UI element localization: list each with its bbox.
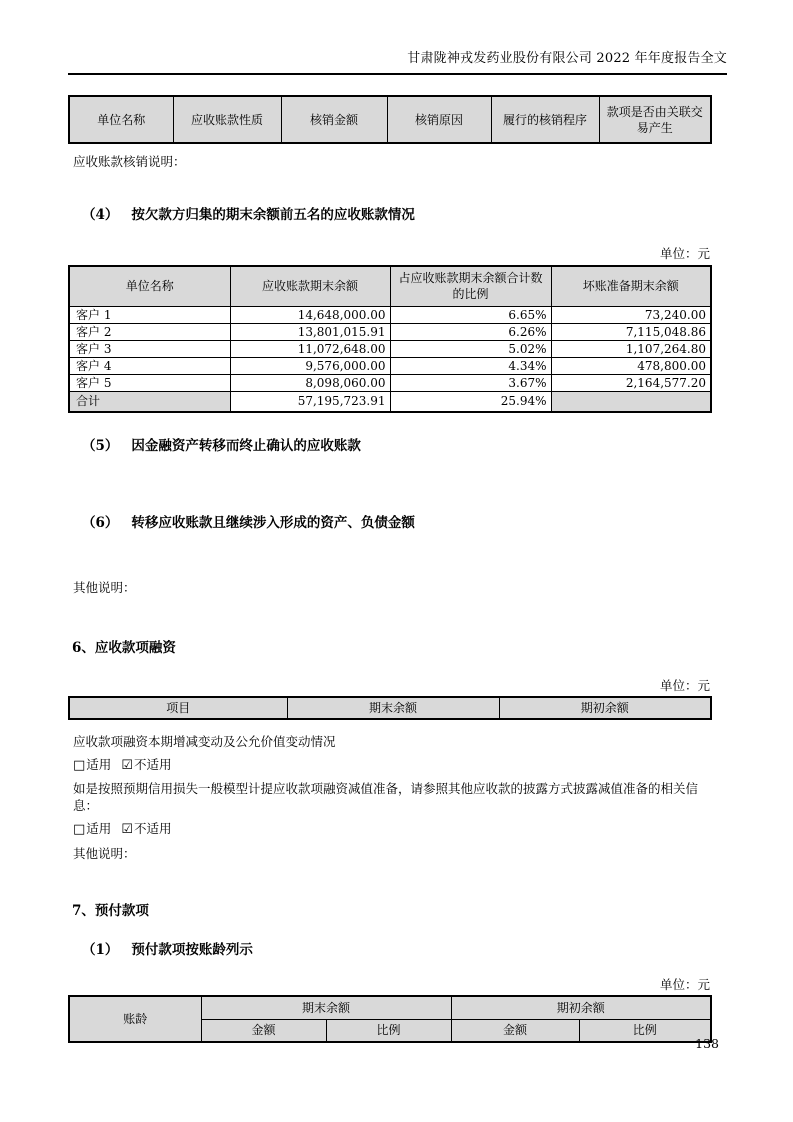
customer-name-cell: 客户 2 bbox=[69, 323, 230, 340]
section-5-title: 因金融资产转移而终止确认的应收账款 bbox=[131, 438, 361, 454]
writeoff-table bbox=[68, 95, 712, 144]
bad-debt-cell: 1,107,264.80 bbox=[551, 340, 711, 357]
not-applicable-option bbox=[121, 821, 171, 836]
col-related-party: 款项是否由关联交易产生 bbox=[599, 96, 711, 143]
document-header bbox=[68, 0, 727, 75]
page-number: 138 bbox=[695, 1036, 719, 1051]
customer-name-cell: 客户 3 bbox=[69, 340, 230, 357]
not-applicable-option bbox=[121, 757, 171, 772]
bad-debt-cell: 2,164,577.20 bbox=[551, 374, 711, 391]
report-title: 甘肃陇神戎发药业股份有限公司 2022 年年度报告全文 bbox=[407, 51, 727, 66]
unit-label: 单位：元 bbox=[659, 977, 710, 992]
prepayments-heading: 7、预付款项 bbox=[72, 903, 149, 919]
col-closing-balance: 应收账款期末余额 bbox=[230, 266, 390, 306]
col-closing-ratio: 比例 bbox=[326, 1019, 451, 1042]
col-closing-balance: 期末余额 bbox=[287, 697, 499, 719]
applicable-option bbox=[73, 757, 111, 772]
header-rule bbox=[68, 73, 727, 75]
other-notes-label: 其他说明： bbox=[73, 580, 136, 595]
section-5-number: （5） bbox=[82, 438, 119, 454]
applicability-line bbox=[68, 820, 710, 838]
bad-debt-cell: 478,800.00 bbox=[551, 357, 711, 374]
applicable-label: 适用 bbox=[86, 821, 112, 836]
section-6-sub-number: （6） bbox=[82, 515, 119, 531]
applicable-option bbox=[73, 821, 111, 836]
col-writeoff-amount: 核销金额 bbox=[281, 96, 387, 143]
section-5-heading bbox=[68, 437, 793, 455]
other-notes-label: 其他说明： bbox=[73, 846, 136, 861]
total-ratio-cell: 25.94% bbox=[390, 391, 551, 412]
col-closing-amount: 金额 bbox=[201, 1019, 326, 1042]
col-writeoff-reason: 核销原因 bbox=[387, 96, 491, 143]
checkbox-unchecked-icon: □ bbox=[73, 758, 86, 773]
bad-debt-cell: 7,115,048.86 bbox=[551, 323, 711, 340]
col-unit-name: 单位名称 bbox=[69, 96, 173, 143]
top5-receivables-table bbox=[68, 265, 712, 413]
financing-change-note: 应收款项融资本期增减变动及公允价值变动情况 bbox=[73, 734, 336, 749]
total-bad-debt-cell bbox=[551, 391, 711, 412]
prepayments-sub-heading bbox=[68, 941, 793, 959]
col-opening-amount: 金额 bbox=[451, 1019, 579, 1042]
writeoff-note: 应收账款核销说明： bbox=[73, 154, 186, 169]
checkbox-checked-icon: ☑ bbox=[121, 758, 133, 773]
balance-cell: 9,576,000.00 bbox=[230, 357, 390, 374]
section-6-sub-title: 转移应收账款且继续涉入形成的资产、负债金额 bbox=[131, 515, 415, 531]
col-receivable-nature: 应收账款性质 bbox=[173, 96, 281, 143]
impairment-disclosure-note: 如是按照预期信用损失一般模型计提应收款项融资减值准备，请参照其他应收款的披露方式披露减值准备的相关信息： bbox=[73, 781, 699, 813]
table-header-row bbox=[69, 266, 711, 306]
col-aging: 账龄 bbox=[69, 996, 201, 1042]
prepayments-aging-table bbox=[68, 995, 712, 1043]
customer-name-cell: 客户 4 bbox=[69, 357, 230, 374]
col-writeoff-procedure: 履行的核销程序 bbox=[491, 96, 599, 143]
section-4-heading bbox=[68, 206, 793, 224]
group-opening-balance: 期初余额 bbox=[451, 996, 711, 1019]
group-closing-balance: 期末余额 bbox=[201, 996, 451, 1019]
table-row bbox=[69, 374, 711, 391]
table-row bbox=[69, 357, 711, 374]
ratio-cell: 6.65% bbox=[390, 306, 551, 323]
table-row bbox=[69, 323, 711, 340]
checkbox-checked-icon: ☑ bbox=[121, 822, 133, 837]
balance-cell: 14,648,000.00 bbox=[230, 306, 390, 323]
applicable-label: 适用 bbox=[86, 757, 112, 772]
col-bad-debt-provision: 坏账准备期末余额 bbox=[551, 266, 711, 306]
unit-label: 单位：元 bbox=[659, 246, 710, 261]
total-label-cell: 合计 bbox=[69, 391, 230, 412]
section-4-title: 按欠款方归集的期末余额前五名的应收账款情况 bbox=[131, 207, 415, 223]
receivables-financing-table bbox=[68, 696, 712, 720]
ratio-cell: 4.34% bbox=[390, 357, 551, 374]
balance-cell: 13,801,015.91 bbox=[230, 323, 390, 340]
col-item: 项目 bbox=[69, 697, 287, 719]
table-row bbox=[69, 340, 711, 357]
section-4-number: （4） bbox=[82, 207, 119, 223]
section-6-sub-heading bbox=[68, 514, 793, 532]
col-unit-name: 单位名称 bbox=[69, 266, 230, 306]
col-opening-ratio: 比例 bbox=[579, 1019, 711, 1042]
bad-debt-cell: 73,240.00 bbox=[551, 306, 711, 323]
ratio-cell: 3.67% bbox=[390, 374, 551, 391]
applicability-line bbox=[68, 756, 710, 774]
col-opening-balance: 期初余额 bbox=[499, 697, 711, 719]
receivables-financing-heading: 6、应收款项融资 bbox=[72, 640, 176, 656]
not-applicable-label: 不适用 bbox=[133, 757, 172, 772]
table-row bbox=[69, 306, 711, 323]
prepayments-sub-number: （1） bbox=[82, 942, 119, 958]
customer-name-cell: 客户 5 bbox=[69, 374, 230, 391]
total-row bbox=[69, 391, 711, 412]
unit-label: 单位：元 bbox=[659, 678, 710, 693]
total-balance-cell: 57,195,723.91 bbox=[230, 391, 390, 412]
balance-cell: 8,098,060.00 bbox=[230, 374, 390, 391]
not-applicable-label: 不适用 bbox=[133, 821, 172, 836]
ratio-cell: 6.26% bbox=[390, 323, 551, 340]
ratio-cell: 5.02% bbox=[390, 340, 551, 357]
customer-name-cell: 客户 1 bbox=[69, 306, 230, 323]
writeoff-header-row bbox=[69, 96, 711, 143]
balance-cell: 11,072,648.00 bbox=[230, 340, 390, 357]
table-header-row bbox=[69, 697, 711, 719]
table-group-header-row bbox=[69, 996, 711, 1019]
prepayments-sub-title: 预付款项按账龄列示 bbox=[131, 942, 253, 958]
checkbox-unchecked-icon: □ bbox=[73, 822, 86, 837]
col-ratio: 占应收账款期末余额合计数的比例 bbox=[390, 266, 551, 306]
